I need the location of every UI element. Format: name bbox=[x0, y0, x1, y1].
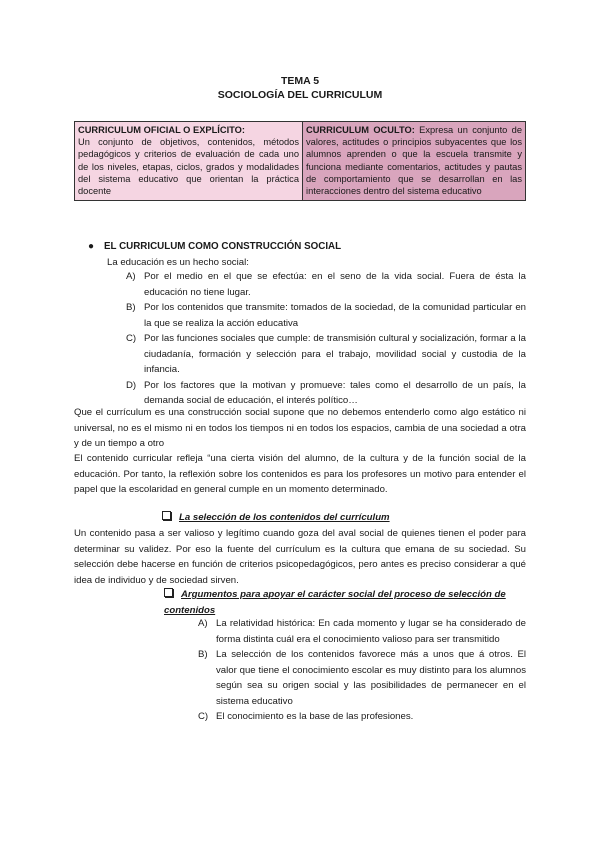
list-marker: C) bbox=[198, 711, 209, 722]
official-curriculum-cell bbox=[75, 122, 303, 201]
list-marker: D) bbox=[126, 379, 137, 391]
page-title: SOCIOLOGÍA DEL CURRICULUM bbox=[217, 89, 383, 101]
arguments-list bbox=[198, 616, 526, 725]
paragraph-curricular-content: El contenido curricular refleja “una cierta visión del alumno, de la cultura y de la función social de la educación. Por tanto, la reflexión sobre los contenidos es para los profesores un motivo para entender el papel que la escolaridad en general cumple en un momento determinado. bbox=[74, 453, 526, 495]
checkbox-bullet-icon bbox=[164, 588, 173, 597]
hidden-curriculum-cell bbox=[303, 122, 526, 201]
list-item bbox=[198, 616, 526, 647]
list-marker: B) bbox=[198, 649, 208, 660]
list-item-text: Por los contenidos que transmite: tomados de la sociedad, de la comunidad particular en la que se realiza la acción educativa bbox=[144, 302, 526, 329]
list-marker: B) bbox=[126, 302, 136, 313]
topic-number: TEMA 5 bbox=[280, 75, 320, 87]
hidden-curriculum-text: Expresa un conjunto de valores, actitudes o principios subyacentes que los alumnos aprenden o que la escuela transmite y funciona mediante comentarios, actitudes y pautas de comportamiento que se desarrollan en las interacciones dentro del sistema educativo bbox=[306, 125, 522, 197]
list-item-text: Por las funciones sociales que cumple: de transmisión cultural y socialización, formar a la ciudadanía, formación y selección para el trabajo, movilidad social y custodia de la infancia. bbox=[144, 333, 526, 375]
section-intro: La educación es un hecho social: bbox=[107, 257, 249, 268]
subsection-heading-arguments: Argumentos para apoyar el carácter social del proceso de selección de contenidos bbox=[164, 589, 506, 616]
list-item-text: La selección de los contenidos favorece más a unos que á otros. El valor que tiene el conocimiento escolar es muy distinto para los alumnos según sea su origen social y las posibilidades de permanecer en el sistema educativo bbox=[216, 649, 526, 707]
list-item bbox=[126, 378, 526, 409]
hidden-curriculum-title: CURRICULUM OCULTO: bbox=[306, 125, 415, 135]
list-item-text: Por el medio en el que se efectúa: en el seno de la vida social. Fuera de ésta la educación no tiene lugar. bbox=[144, 271, 526, 298]
list-item bbox=[126, 269, 526, 300]
list-item-text: El conocimiento es la base de las profesiones. bbox=[216, 711, 414, 722]
list-item bbox=[126, 331, 526, 378]
official-curriculum-title: CURRICULUM OFICIAL O EXPLÍCITO: bbox=[78, 125, 245, 135]
paragraph-content-selection: Un contenido pasa a ser valioso y legítimo cuando goza del aval social de quienes tienen el poder para determinar su validez. Por eso la fuente del currículum es la cultura que emana de su sociedad. Su selección debe hacerse en función de criterios psicopedagógicos, pero antes es preciso considerar a qué idea de individuo y de sociedad sirven. bbox=[74, 528, 526, 586]
official-curriculum-text: Un conjunto de objetivos, contenidos, métodos pedagógicos y criterios de evaluación de cada uno de los niveles, etapas, ciclos, grados y modalidades del sistema educativo que orientan la práctica docente bbox=[78, 137, 299, 197]
list-item bbox=[198, 647, 526, 709]
list-item bbox=[198, 709, 526, 725]
curriculum-comparison-table bbox=[74, 121, 526, 201]
list-item-text: La relatividad histórica: En cada momento y lugar se ha considerado de forma distinta cuál era el conocimiento valioso para ser transmitido bbox=[216, 618, 526, 645]
checkbox-bullet-icon bbox=[162, 511, 171, 520]
list-item-text: Por los factores que la motivan y promueve: tales como el desarrollo de un país, la demanda social de educación, el interés político… bbox=[144, 379, 526, 406]
paragraph-social-construction: Que el currículum es una construcción social supone que no debemos entenderlo como algo estático ni universal, no es el mismo ni en todos los tiempos ni en todos los espacios, cambia de una sociedad a otra y de un tiempo a otro bbox=[74, 407, 526, 449]
bullet-icon: ● bbox=[88, 241, 95, 252]
list-item bbox=[126, 300, 526, 331]
list-marker: A) bbox=[126, 271, 136, 282]
social-fact-list bbox=[126, 269, 526, 409]
list-marker: C) bbox=[126, 333, 137, 344]
section-heading-content-selection: La selección de los contenidos del currículum bbox=[162, 510, 390, 526]
list-marker: A) bbox=[198, 618, 208, 629]
section-heading-social-construction: EL CURRICULUM COMO CONSTRUCCIÓN SOCIAL bbox=[104, 241, 342, 252]
